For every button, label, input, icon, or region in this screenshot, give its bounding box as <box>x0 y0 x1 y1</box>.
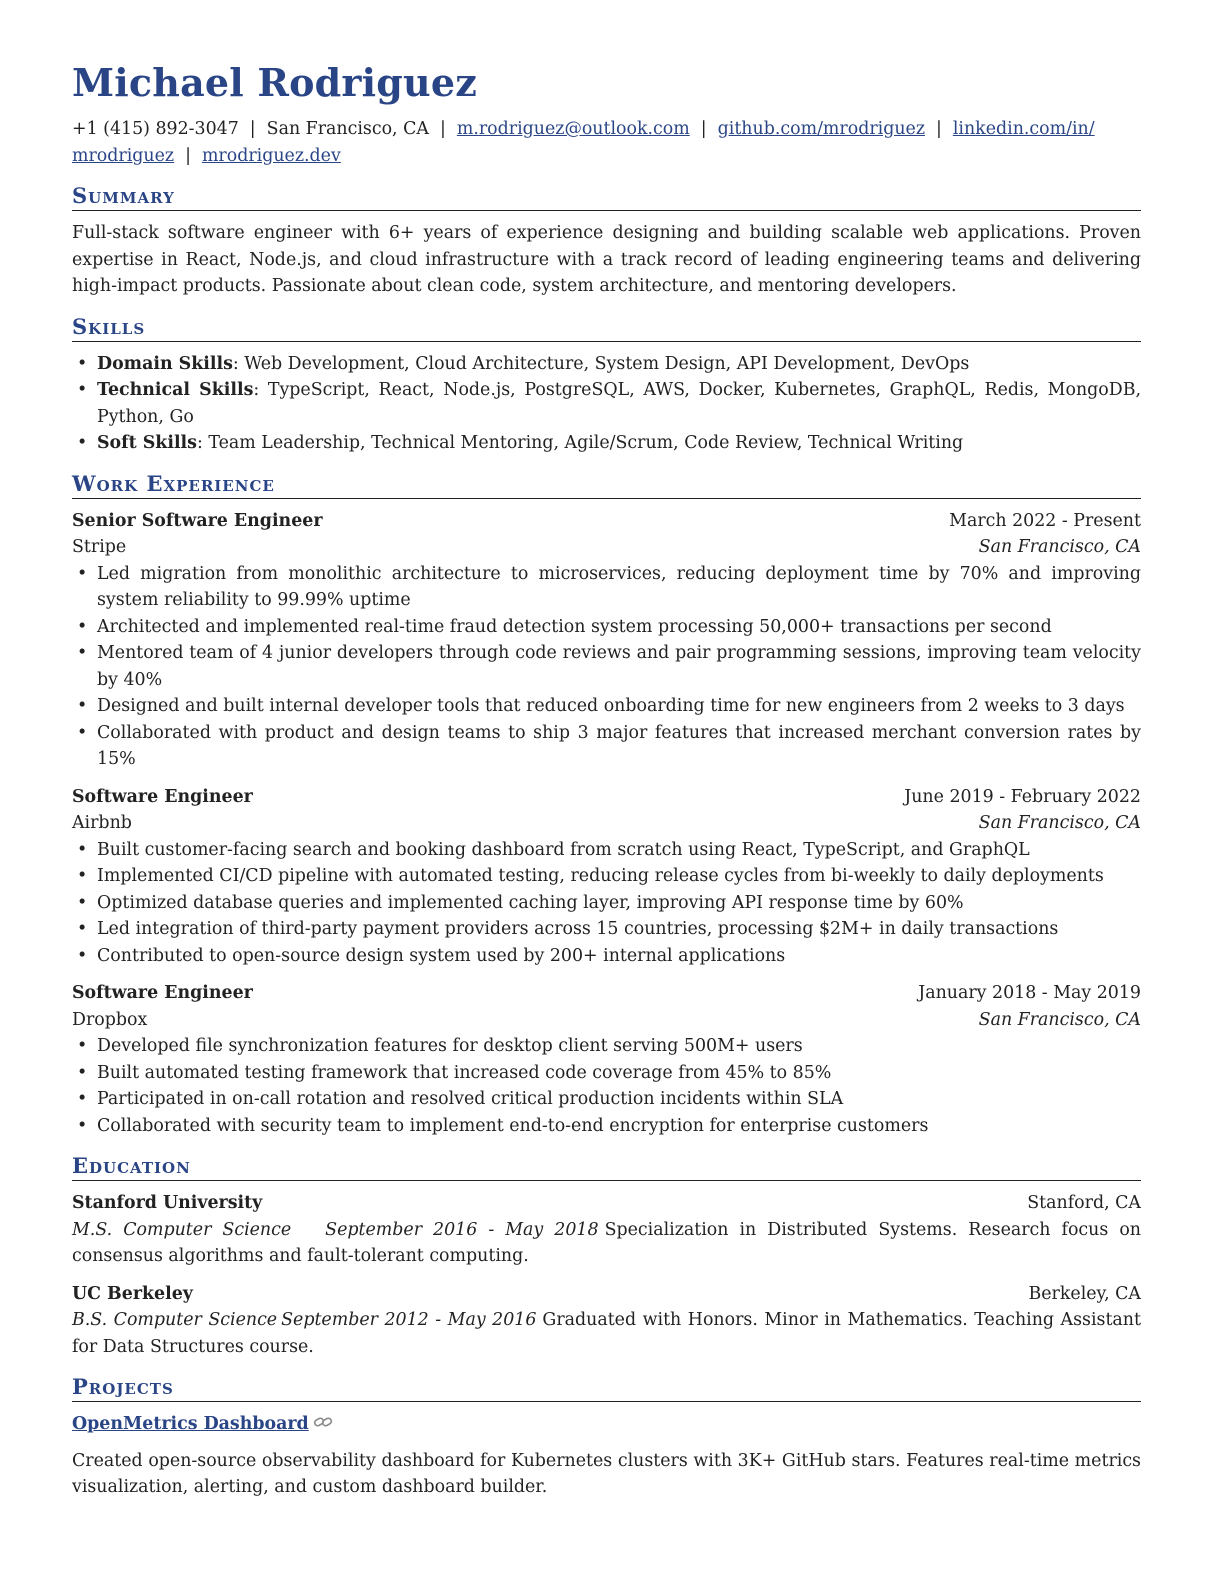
job-bullet: • Led migration from monolithic architecture to microservices, reducing deployment time by 70% and improving system reliability to 99.99% uptime <box>97 561 1141 614</box>
experience-section <box>72 508 1141 1140</box>
education-dates: September 2016 - May 2018 <box>325 1219 599 1240</box>
skill-label: Domain Skills <box>97 353 233 374</box>
education-section <box>72 1190 1141 1360</box>
company-name: Airbnb <box>72 813 132 833</box>
job-bullet: • Participated in on-call rotation and resolved critical production incidents within SLA <box>97 1086 1141 1113</box>
education-notes: Specialization in Distributed Systems. Research focus on consensus algorithms and fault-tolerant computing. <box>72 1219 1142 1266</box>
school-location: Stanford, CA <box>1027 1193 1141 1213</box>
skill-item <box>97 351 1141 378</box>
skills-list <box>72 351 1141 457</box>
separator: | <box>439 119 446 139</box>
job-bullet: • Mentored team of 4 junior developers through code reviews and pair programming sessions, improving team velocity by 40% <box>97 640 1141 693</box>
school-location: Berkeley, CA <box>1028 1283 1141 1304</box>
job-location: San Francisco, CA <box>978 813 1141 833</box>
job-subheader <box>72 534 1141 561</box>
degree: B.S. Computer Science <box>72 1310 278 1330</box>
linkedin-link-part-1: linkedin.com/in/ <box>952 119 1095 139</box>
degree: M.S. Computer Science <box>72 1219 292 1240</box>
job-subheader <box>72 1007 1141 1034</box>
job-title: Senior Software Engineer <box>72 510 323 531</box>
summary-heading: Summary <box>72 183 1141 211</box>
skill-item <box>97 377 1141 430</box>
job-dates: June 2019 - February 2022 <box>904 786 1141 807</box>
job-header <box>72 784 1141 811</box>
location: San Francisco, CA <box>266 119 429 139</box>
job-subheader <box>72 810 1141 837</box>
summary-section <box>72 220 1141 300</box>
job-bullet: • Built customer-facing search and booking dashboard from scratch using React, TypeScript, and GraphQL <box>97 837 1141 864</box>
projects-section <box>72 1411 1141 1501</box>
education-header <box>72 1281 1141 1308</box>
job-dates: January 2018 - May 2019 <box>918 983 1141 1003</box>
job-bullet: • Optimized database queries and implemented caching layer, improving API response time by 60% <box>97 890 1141 917</box>
project-entry <box>72 1411 1141 1501</box>
education-notes: Graduated with Honors. Minor in Mathematics. Teaching Assistant for Data Structures course. <box>72 1310 1141 1357</box>
education-header <box>72 1190 1141 1217</box>
projects-heading: Projects <box>72 1374 1141 1402</box>
education-details <box>72 1307 1141 1360</box>
contact-info <box>72 116 1141 169</box>
skills-heading: Skills <box>72 314 1141 342</box>
skill-label: Technical Skills <box>97 380 254 400</box>
skill-value: : TypeScript, React, Node.js, PostgreSQL, AWS, Docker, Kubernetes, GraphQL, Redis, MongoDB, Python, Go <box>97 380 1141 427</box>
email-link[interactable]: m.rodriguez@outlook.com <box>456 119 690 139</box>
job-bullet: • Implemented CI/CD pipeline with automated testing, reducing release cycles from bi-weekly to daily deployments <box>97 863 1141 890</box>
job-bullet: • Contributed to open-source design system used by 200+ internal applications <box>97 943 1141 970</box>
website-link[interactable]: mrodriguez.dev <box>201 145 341 166</box>
job-bullets <box>72 561 1141 773</box>
candidate-name: Michael Rodriguez <box>72 60 478 105</box>
school-name: Stanford University <box>72 1193 263 1213</box>
separator: | <box>700 119 707 139</box>
job-location: San Francisco, CA <box>978 1009 1141 1030</box>
linkedin-link-part-2: mrodriguez <box>72 145 175 166</box>
education-entry <box>72 1281 1141 1361</box>
skill-value: : Web Development, Cloud Architecture, System Design, API Development, DevOps <box>232 353 970 374</box>
resume-page <box>72 58 1141 1501</box>
job-entry <box>72 980 1141 1139</box>
job-entry <box>72 784 1141 970</box>
education-details <box>72 1217 1141 1270</box>
company-name: Stripe <box>72 537 127 557</box>
separator: | <box>249 119 256 139</box>
job-location: San Francisco, CA <box>978 537 1141 557</box>
project-link[interactable] <box>72 1414 333 1434</box>
github-link[interactable]: github.com/mrodriguez <box>717 119 925 139</box>
phone-number: +1 (415) 892-3047 <box>72 119 239 139</box>
job-bullet: • Built automated testing framework that increased code coverage from 45% to 85% <box>97 1060 1141 1087</box>
job-bullet: • Architected and implemented real-time fraud detection system processing 50,000+ transactions per second <box>97 614 1141 641</box>
company-name: Dropbox <box>72 1009 148 1030</box>
job-bullet: • Collaborated with security team to implement end-to-end encryption for enterprise customers <box>97 1113 1141 1140</box>
job-title: Software Engineer <box>72 983 253 1003</box>
job-header <box>72 980 1141 1007</box>
job-bullets <box>72 837 1141 970</box>
job-header <box>72 508 1141 535</box>
skill-value: : Team Leadership, Technical Mentoring, Agile/Scrum, Code Review, Technical Writing <box>196 433 964 453</box>
skills-section <box>72 351 1141 457</box>
experience-heading: Work Experience <box>72 471 1141 499</box>
skill-item <box>97 430 1141 457</box>
job-bullets <box>72 1033 1141 1139</box>
education-entry <box>72 1190 1141 1270</box>
education-heading: Education <box>72 1153 1141 1181</box>
skill-label: Soft Skills <box>97 433 197 453</box>
project-name: OpenMetrics Dashboard <box>72 1414 309 1434</box>
job-bullet: • Developed file synchronization features for desktop client serving 500M+ users <box>97 1033 1141 1060</box>
job-bullet: • Collaborated with product and design teams to ship 3 major features that increased merchant conversion rates by 15% <box>97 720 1141 773</box>
school-name: UC Berkeley <box>72 1283 193 1304</box>
job-bullet: • Designed and built internal developer tools that reduced onboarding time for new engineers from 2 weeks to 3 days <box>97 693 1141 720</box>
project-description: Created open-source observability dashboard for Kubernetes clusters with 3K+ GitHub stars. Features real-time metrics visualization, alerting, and custom dashboard builder. <box>72 1450 1141 1498</box>
separator: | <box>185 145 191 166</box>
education-dates: September 2012 - May 2016 <box>281 1310 537 1330</box>
job-entry <box>72 508 1141 773</box>
link-icon <box>313 1411 333 1438</box>
summary-text: Full-stack software engineer with 6+ years of experience designing and building scalable web applications. Proven expertise in React, Node.js, and cloud infrastructure with a track record of leading engineering teams and delivering high-impact products. Passionate about clean code, system architecture, and mentoring developers. <box>72 223 1141 296</box>
job-bullet: • Led integration of third-party payment providers across 15 countries, processing $2M+ in daily transactions <box>97 916 1141 943</box>
separator: | <box>936 119 942 139</box>
job-title: Software Engineer <box>72 786 253 807</box>
job-dates: March 2022 - Present <box>949 510 1141 531</box>
